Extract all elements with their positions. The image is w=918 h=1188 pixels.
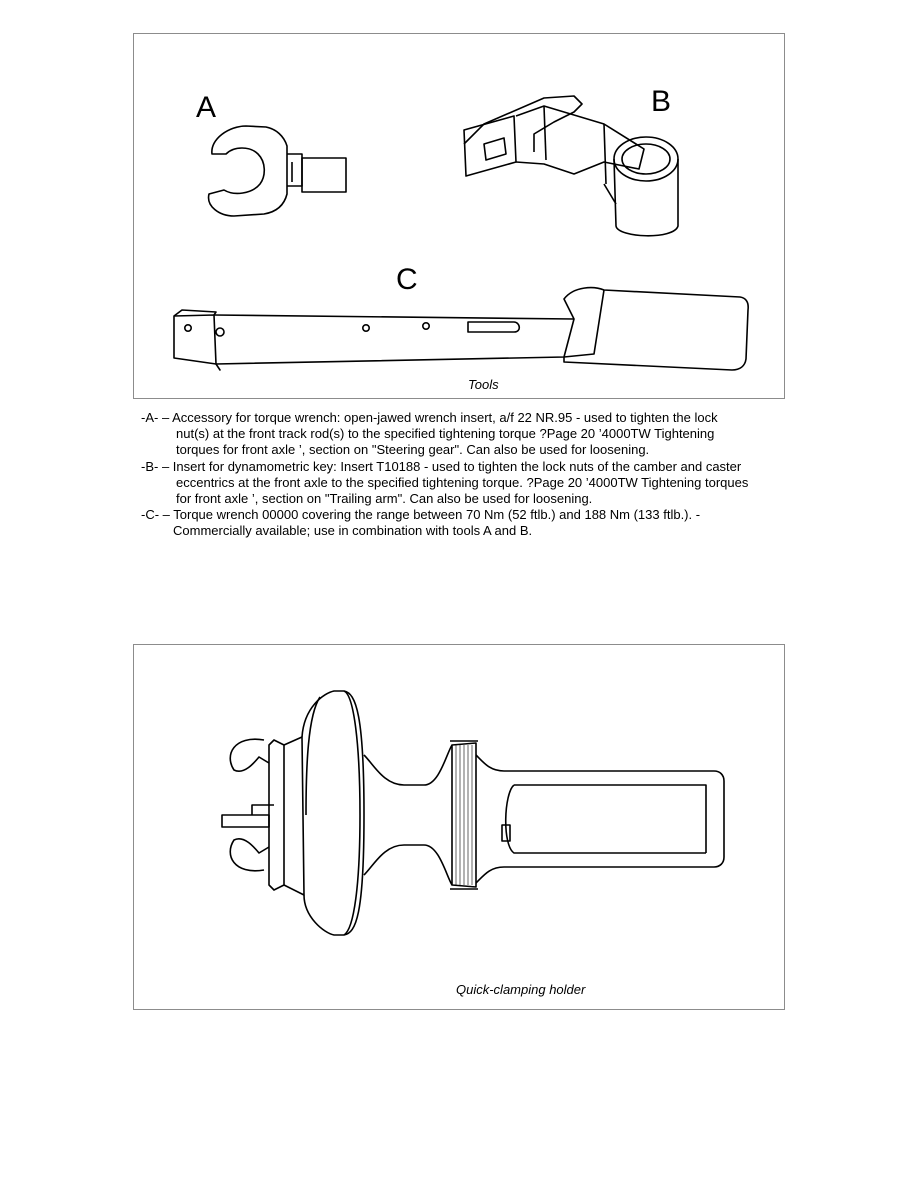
description-line: Commercially available; use in combination with tools A and B. [173, 523, 533, 539]
holder-neck-drawing [364, 745, 452, 885]
tools-illustration [134, 34, 784, 398]
quick-clamping-holder-illustration [134, 645, 784, 1009]
tools-caption: Tools [468, 377, 499, 392]
tools-figure [133, 33, 785, 399]
clamp-jaws-drawing [222, 737, 304, 895]
quick-clamping-holder-caption: Quick-clamping holder [456, 982, 586, 997]
torque-wrench-drawing [174, 288, 748, 370]
description-line: nut(s) at the front track rod(s) to the specified tightening torque ?Page 20 ’4000TW Tightening [176, 426, 715, 442]
tool-a-description [141, 410, 791, 459]
holder-disc-drawing [302, 691, 364, 935]
tool-c-description [141, 507, 791, 539]
quick-clamping-holder-figure [133, 644, 785, 1010]
description-line: -A- – Accessory for torque wrench: open-jawed wrench insert, a/f 22 NR.95 - used to tighten the lock [141, 410, 718, 425]
tool-descriptions [141, 410, 791, 540]
open-jaw-wrench-insert-drawing [209, 126, 346, 216]
tool-c-label: C [396, 263, 418, 296]
knurled-ring-drawing [450, 741, 478, 889]
tool-b-description [141, 459, 791, 508]
description-line: eccentrics at the front axle to the specified tightening torque. ?Page 20 ’4000TW Tightening torques [176, 474, 749, 490]
holder-handle-drawing [476, 755, 724, 883]
description-line: torques for front axle ’, section on "Steering gear". Can also be used for loosening. [176, 442, 650, 458]
tool-a-label: A [196, 91, 217, 124]
tool-b-label: B [651, 85, 672, 118]
ring-insert-drawing [464, 96, 678, 236]
description-line: -B- – Insert for dynamometric key: Insert T10188 - used to tighten the lock nuts of the camber and caster [141, 458, 742, 474]
description-line: for front axle ’, section on "Trailing arm". Can also be used for loosening. [176, 491, 593, 507]
description-line: -C- – Torque wrench 00000 covering the range between 70 Nm (52 ftlb.) and 188 Nm (133 ftlb.). - [141, 507, 701, 523]
